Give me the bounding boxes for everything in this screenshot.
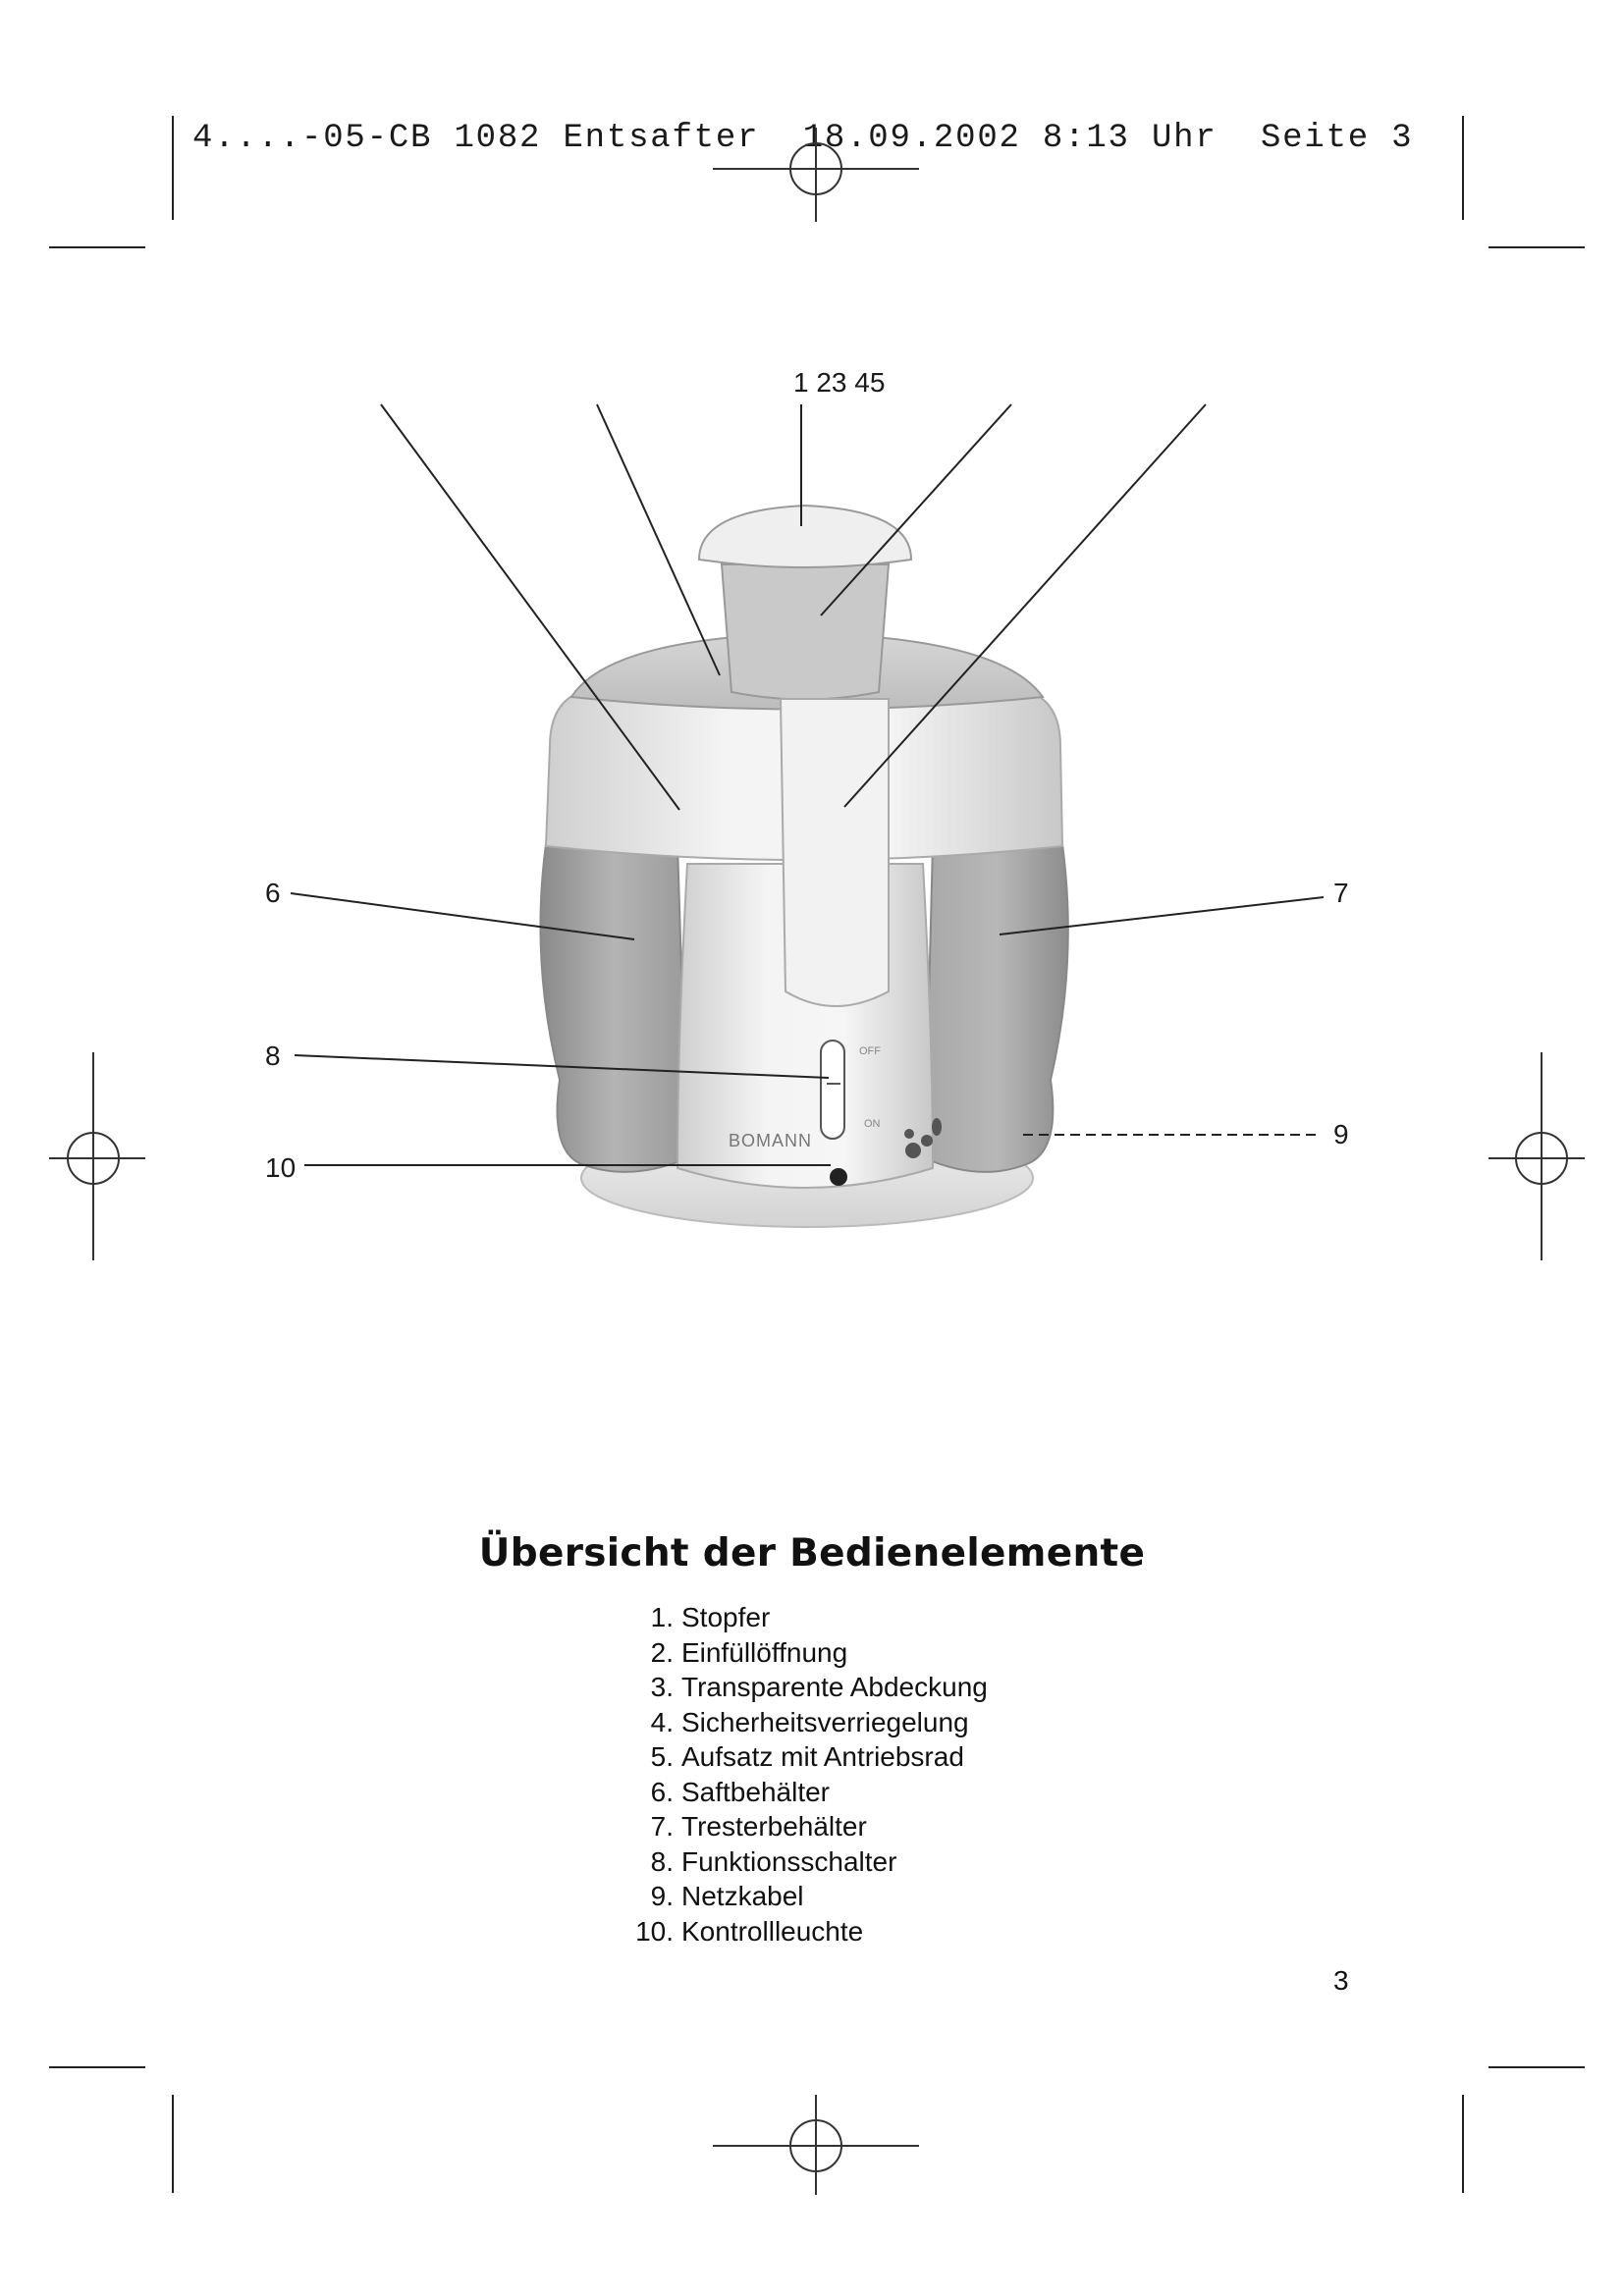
indicator-lamp-illustration — [830, 1168, 847, 1186]
switch-label-on: ON — [864, 1118, 881, 1130]
part-number: 5. — [650, 1741, 674, 1772]
part-number: 3. — [650, 1672, 674, 1702]
part-number: 4. — [650, 1706, 674, 1737]
switch-label-off: OFF — [859, 1045, 881, 1057]
part-label: Tresterbehälter — [681, 1811, 867, 1842]
juice-container-illustration — [540, 844, 687, 1172]
parts-list-item — [589, 1635, 1178, 1671]
part-number: 1. — [650, 1602, 674, 1632]
callout-label-10: 10 — [265, 1152, 297, 1183]
part-number: 10. — [635, 1915, 674, 1947]
parts-list-item — [589, 1705, 1178, 1740]
parts-list-item — [589, 1775, 1178, 1810]
callout-line-1 — [381, 404, 679, 810]
part-label: Einfüllöffnung — [681, 1636, 848, 1668]
parts-list-item — [589, 1844, 1178, 1880]
parts-list-item — [589, 1670, 1178, 1705]
part-label: Aufsatz mit Antriebsrad — [681, 1741, 964, 1772]
parts-list-item — [589, 1879, 1178, 1914]
registration-mark-right — [1489, 1052, 1585, 1260]
parts-list-item — [589, 1914, 1178, 1949]
part-number: 9. — [650, 1881, 674, 1911]
feed-chute-illustration — [722, 564, 889, 700]
callout-label-6: 6 — [265, 878, 281, 908]
part-label: Transparente Abdeckung — [681, 1672, 988, 1702]
safety-lock-illustration — [781, 699, 889, 1006]
registration-mark-top — [713, 128, 919, 222]
brand-logo: BOMANN — [729, 1131, 813, 1150]
parts-list — [589, 1600, 1178, 1949]
part-number: 2. — [650, 1636, 674, 1668]
registration-mark-bottom — [713, 2095, 919, 2195]
function-switch-illustration — [821, 1041, 844, 1139]
pusher-illustration — [699, 506, 911, 567]
part-label: Sicherheitsverriegelung — [681, 1706, 969, 1737]
print-header-slug: 4....-05-CB 1082 Entsafter 18.09.2002 8:13 Uhr Seite 3 — [192, 120, 1414, 157]
parts-list-item — [589, 1809, 1178, 1844]
registration-mark-left — [49, 1052, 145, 1260]
pulp-container-illustration — [925, 844, 1068, 1172]
part-label: Funktionsschalter — [681, 1845, 897, 1877]
part-label: Kontrollleuchte — [681, 1915, 864, 1947]
callout-label-9: 9 — [1333, 1119, 1349, 1149]
part-number: 7. — [650, 1811, 674, 1842]
parts-list-item — [589, 1739, 1178, 1775]
part-label: Stopfer — [681, 1602, 771, 1632]
callout-label-7: 7 — [1333, 878, 1349, 908]
section-title: Übersicht der Bedienelemente — [478, 1531, 1146, 1575]
parts-list-item — [589, 1600, 1178, 1635]
callout-label-8: 8 — [265, 1041, 281, 1071]
page-number: 3 — [1333, 1965, 1349, 1996]
part-label: Saftbehälter — [681, 1776, 830, 1807]
part-number: 8. — [650, 1845, 674, 1877]
part-number: 6. — [650, 1776, 674, 1807]
juicer-illustration — [540, 506, 1067, 1227]
callout-line-2 — [597, 404, 720, 675]
callout-label-1-5: 1 23 45 — [793, 367, 886, 398]
part-label: Netzkabel — [681, 1881, 804, 1911]
